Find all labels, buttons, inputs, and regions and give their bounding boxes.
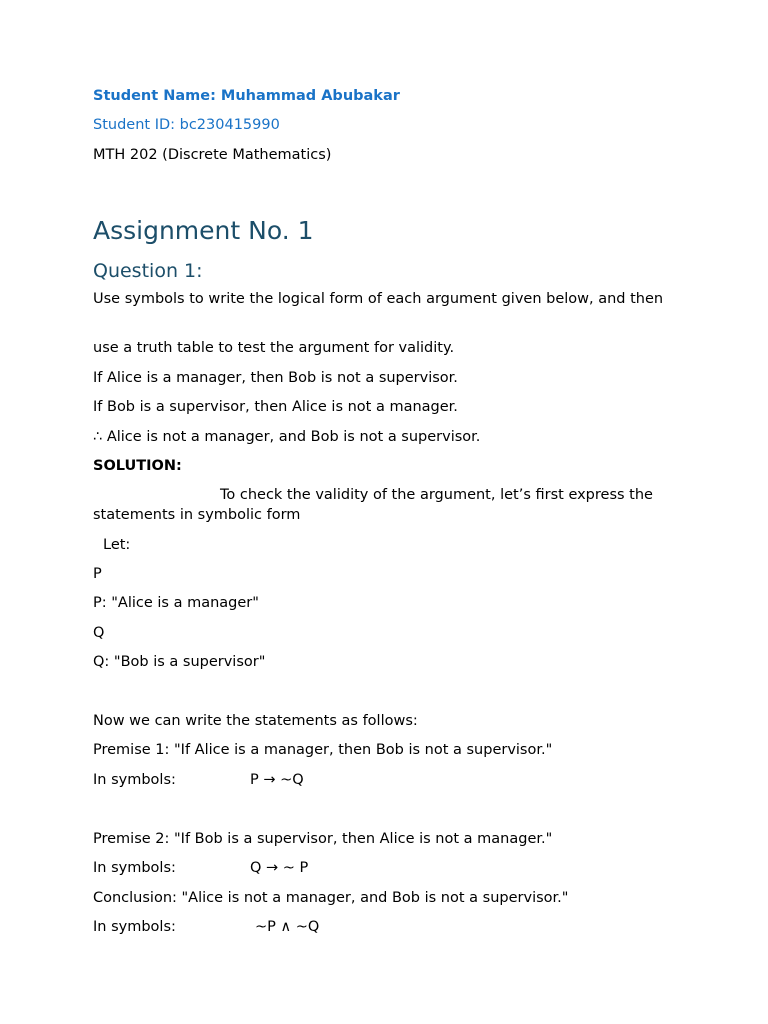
course-name: MTH 202 (Discrete Mathematics) <box>93 147 332 163</box>
statements-intro: Now we can write the statements as follows: <box>93 713 418 729</box>
variable-q: Q <box>93 625 105 641</box>
argument-conclusion: ∴ Alice is not a manager, and Bob is not a supervisor. <box>93 429 481 445</box>
question-text-line1: Use symbols to write the logical form of each argument given below, and then <box>93 291 664 307</box>
variable-p: P <box>93 566 102 582</box>
argument-premise-b: If Bob is a supervisor, then Alice is not a manager. <box>93 399 458 415</box>
student-id: Student ID: bc230415990 <box>93 117 280 133</box>
premise-1-symbols-label: In symbols: <box>93 772 176 788</box>
conclusion-statement: Conclusion: "Alice is not a manager, and Bob is not a supervisor." <box>93 890 569 906</box>
question-heading: Question 1: <box>93 260 203 282</box>
argument-premise-a: If Alice is a manager, then Bob is not a supervisor. <box>93 370 458 386</box>
conclusion-symbols: ~P ∧ ~Q <box>255 919 320 935</box>
definition-p: P: "Alice is a manager" <box>93 595 259 611</box>
let-label: Let: <box>103 537 131 553</box>
premise-2-symbols: Q → ~ P <box>250 860 309 876</box>
assignment-title: Assignment No. 1 <box>93 216 314 245</box>
premise-2: Premise 2: "If Bob is a supervisor, then Alice is not a manager." <box>93 831 553 847</box>
premise-1: Premise 1: "If Alice is a manager, then Bob is not a supervisor." <box>93 742 553 758</box>
solution-heading: SOLUTION: <box>93 458 182 474</box>
premise-1-symbols: P → ~Q <box>250 772 304 788</box>
solution-intro: To check the validity of the argument, let’s first express the statements in symbolic form <box>93 487 653 523</box>
premise-2-symbols-label: In symbols: <box>93 860 176 876</box>
conclusion-symbols-label: In symbols: <box>93 919 176 935</box>
student-name: Student Name: Muhammad Abubakar <box>93 88 400 104</box>
question-text-line2: use a truth table to test the argument for validity. <box>93 340 455 356</box>
definition-q: Q: "Bob is a supervisor" <box>93 654 266 670</box>
